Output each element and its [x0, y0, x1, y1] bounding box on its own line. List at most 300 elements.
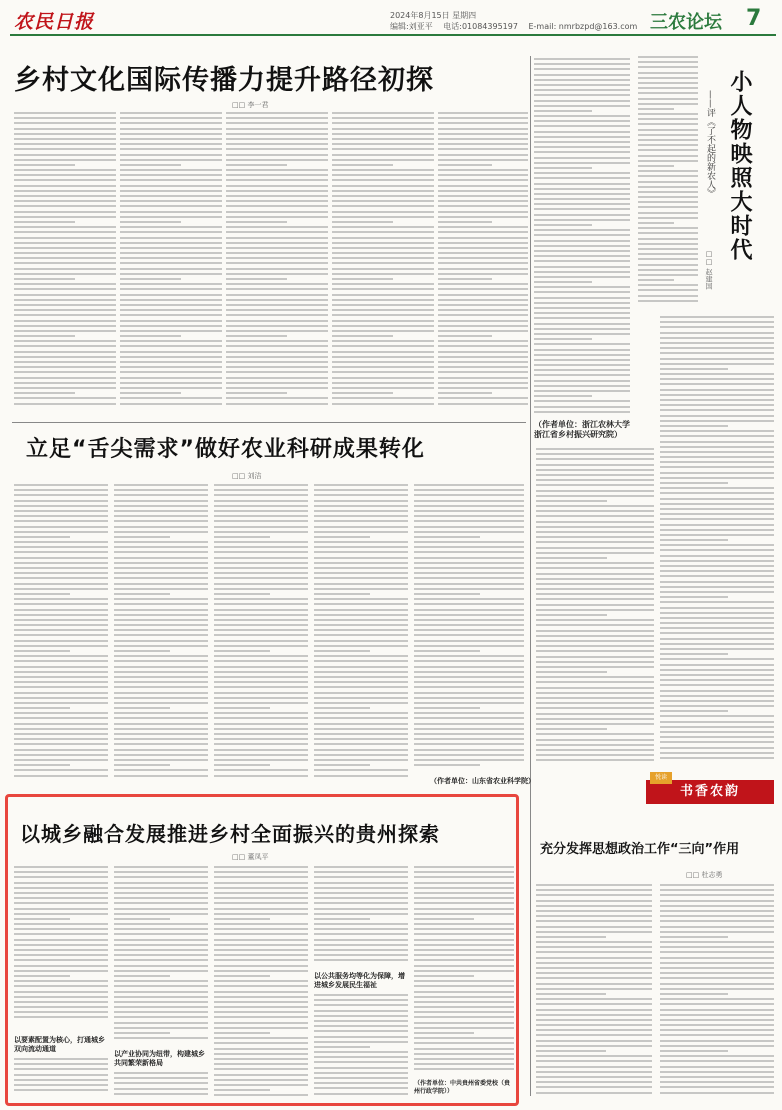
- text-line: [536, 718, 654, 720]
- text-line: [14, 164, 75, 166]
- text-line: [120, 242, 222, 244]
- text-line: [332, 330, 434, 332]
- text-line: [120, 190, 222, 192]
- article-1-credit: （作者单位：浙江农林大学浙江省乡村振兴研究院）: [534, 420, 630, 439]
- text-line: [226, 148, 328, 150]
- text-line: [534, 146, 630, 148]
- text-line: [14, 257, 116, 259]
- text-line: [536, 972, 652, 974]
- text-line: [534, 271, 630, 273]
- text-line: [536, 500, 607, 502]
- article-3-col-3: [214, 866, 308, 1100]
- text-line: [114, 697, 208, 699]
- text-line: [534, 338, 592, 340]
- text-line: [14, 216, 116, 218]
- text-line: [314, 775, 408, 777]
- text-line: [314, 939, 408, 941]
- text-line: [438, 382, 528, 384]
- text-line: [14, 226, 116, 228]
- text-line: [114, 1072, 208, 1074]
- text-line: [14, 314, 116, 316]
- text-line: [660, 337, 774, 339]
- text-line: [660, 757, 774, 759]
- text-line: [660, 936, 728, 938]
- text-line: [114, 749, 208, 751]
- text-line: [660, 394, 774, 396]
- text-line: [536, 889, 652, 891]
- text-line: [314, 1020, 408, 1022]
- text-line: [214, 1037, 308, 1039]
- text-line: [536, 744, 654, 746]
- text-line: [536, 583, 654, 585]
- text-line: [414, 707, 480, 709]
- text-line: [214, 728, 308, 730]
- right-middle-col: [536, 448, 654, 768]
- text-line: [536, 1066, 652, 1068]
- text-line: [536, 464, 654, 466]
- text-line: [660, 1014, 774, 1016]
- text-line: [14, 1084, 108, 1086]
- text-line: [414, 520, 524, 522]
- text-line: [660, 472, 774, 474]
- text-line: [114, 939, 208, 941]
- text-line: [114, 928, 208, 930]
- text-line: [536, 676, 654, 678]
- text-line: [414, 764, 480, 766]
- article-3-col-1b: [14, 1058, 108, 1098]
- text-line: [14, 128, 116, 130]
- text-line: [660, 993, 728, 995]
- text-line: [332, 268, 434, 270]
- article-2-col-5: [414, 484, 524, 774]
- text-line: [314, 944, 408, 946]
- text-line: [226, 164, 287, 166]
- text-line: [14, 717, 108, 719]
- text-line: [314, 588, 408, 590]
- text-line: [332, 128, 434, 130]
- text-line: [214, 686, 308, 688]
- text-line: [438, 128, 528, 130]
- text-line: [14, 283, 116, 285]
- text-line: [332, 382, 434, 384]
- text-line: [14, 743, 108, 745]
- text-line: [14, 361, 116, 363]
- text-line: [534, 183, 630, 185]
- text-line: [638, 186, 698, 188]
- text-line: [214, 1094, 308, 1096]
- text-line: [314, 650, 370, 652]
- text-line: [536, 650, 654, 652]
- text-line: [214, 520, 308, 522]
- text-line: [534, 297, 630, 299]
- text-line: [660, 638, 774, 640]
- text-line: [14, 288, 116, 290]
- text-line: [534, 390, 630, 392]
- text-line: [14, 237, 116, 239]
- text-line: [14, 397, 116, 399]
- text-line: [660, 926, 774, 928]
- text-line: [114, 676, 208, 678]
- text-line: [534, 343, 630, 345]
- text-line: [438, 257, 528, 259]
- text-line: [332, 252, 434, 254]
- text-line: [660, 498, 774, 500]
- text-line: [226, 221, 287, 223]
- text-line: [536, 593, 654, 595]
- text-line: [534, 84, 630, 86]
- text-line: [638, 160, 698, 162]
- text-line: [414, 541, 524, 543]
- article-1-title: 乡村文化国际传播力提升路径初探: [14, 65, 434, 96]
- text-line: [226, 382, 328, 384]
- text-line: [120, 309, 222, 311]
- text-line: [332, 226, 434, 228]
- text-line: [536, 728, 607, 730]
- text-line: [114, 933, 208, 935]
- text-line: [14, 655, 108, 657]
- text-line: [120, 200, 222, 202]
- text-line: [534, 286, 630, 288]
- text-line: [114, 666, 208, 668]
- text-line: [114, 1027, 208, 1029]
- text-line: [14, 520, 108, 522]
- text-line: [414, 489, 524, 491]
- text-line: [534, 234, 630, 236]
- text-line: [332, 143, 434, 145]
- text-line: [414, 738, 524, 740]
- text-line: [414, 975, 474, 977]
- text-line: [534, 89, 630, 91]
- text-line: [536, 458, 654, 460]
- text-line: [226, 288, 328, 290]
- text-line: [414, 712, 524, 714]
- text-line: [314, 1051, 408, 1053]
- article-3-byline: □□ 董凤平: [232, 853, 269, 861]
- text-line: [660, 451, 774, 453]
- text-line: [314, 1010, 408, 1012]
- text-line: [226, 226, 328, 228]
- text-line: [414, 1053, 514, 1055]
- text-line: [660, 710, 728, 712]
- text-line: [414, 593, 480, 595]
- text-line: [114, 759, 208, 761]
- text-line: [314, 546, 408, 548]
- text-line: [438, 288, 528, 290]
- feature-lead-col: [638, 56, 698, 306]
- text-line: [114, 985, 208, 987]
- text-line: [314, 712, 408, 714]
- text-line: [332, 117, 434, 119]
- text-line: [414, 546, 524, 548]
- text-line: [120, 117, 222, 119]
- text-line: [214, 1084, 308, 1086]
- text-line: [214, 882, 308, 884]
- text-line: [660, 555, 774, 557]
- text-line: [660, 690, 774, 692]
- text-line: [660, 967, 774, 969]
- article-2-col-2: [114, 484, 208, 784]
- text-line: [226, 216, 328, 218]
- text-line: [534, 141, 630, 143]
- text-line: [214, 1079, 308, 1081]
- text-line: [214, 928, 308, 930]
- text-line: [314, 1093, 408, 1095]
- text-line: [314, 1004, 408, 1006]
- text-line: [414, 959, 514, 961]
- text-line: [660, 466, 774, 468]
- text-line: [214, 505, 308, 507]
- text-line: [414, 866, 514, 868]
- text-line: [120, 325, 222, 327]
- text-line: [660, 977, 774, 979]
- text-line: [114, 531, 208, 533]
- text-line: [638, 289, 698, 291]
- text-line: [414, 759, 524, 761]
- text-line: [14, 551, 108, 553]
- text-line: [536, 687, 654, 689]
- text-line: [536, 951, 652, 953]
- text-line: [226, 242, 328, 244]
- text-line: [226, 299, 328, 301]
- text-line: [314, 671, 408, 673]
- text-line: [660, 347, 774, 349]
- text-line: [638, 232, 698, 234]
- text-line: [14, 356, 116, 358]
- text-line: [314, 645, 408, 647]
- text-line: [14, 510, 108, 512]
- text-line: [114, 728, 208, 730]
- text-line: [314, 1041, 408, 1043]
- text-line: [214, 712, 308, 714]
- text-line: [226, 179, 328, 181]
- text-line: [114, 743, 208, 745]
- text-line: [14, 871, 108, 873]
- text-line: [226, 325, 328, 327]
- text-line: [120, 366, 222, 368]
- text-line: [332, 159, 434, 161]
- text-line: [536, 598, 654, 600]
- text-line: [536, 749, 654, 751]
- text-line: [226, 345, 328, 347]
- text-line: [438, 361, 528, 363]
- text-line: [534, 333, 630, 335]
- text-line: [414, 645, 524, 647]
- text-line: [14, 908, 108, 910]
- text-line: [638, 66, 698, 68]
- text-line: [414, 892, 514, 894]
- text-line: [660, 1034, 774, 1036]
- text-line: [660, 1071, 774, 1073]
- text-line: [332, 361, 434, 363]
- text-line: [314, 655, 408, 657]
- text-line: [536, 567, 654, 569]
- text-line: [114, 536, 170, 538]
- text-line: [14, 195, 116, 197]
- text-line: [534, 125, 630, 127]
- text-line: [114, 634, 208, 636]
- text-line: [660, 884, 774, 886]
- text-line: [214, 939, 308, 941]
- text-line: [536, 915, 652, 917]
- text-line: [14, 928, 108, 930]
- text-line: [314, 717, 408, 719]
- text-line: [660, 715, 774, 717]
- text-line: [114, 541, 208, 543]
- text-line: [14, 944, 108, 946]
- text-line: [314, 743, 408, 745]
- text-line: [536, 739, 654, 741]
- text-line: [660, 326, 774, 328]
- text-line: [660, 894, 774, 896]
- text-line: [536, 900, 652, 902]
- text-line: [638, 149, 698, 151]
- text-line: [120, 252, 222, 254]
- text-line: [314, 902, 408, 904]
- text-line: [214, 510, 308, 512]
- text-line: [114, 1011, 208, 1013]
- text-line: [660, 607, 774, 609]
- text-line: [534, 79, 630, 81]
- text-line: [314, 913, 408, 915]
- text-line: [638, 118, 698, 120]
- text-line: [638, 108, 674, 110]
- text-line: [314, 577, 408, 579]
- text-line: [314, 681, 408, 683]
- text-line: [534, 94, 630, 96]
- text-line: [414, 557, 524, 559]
- text-line: [114, 871, 208, 873]
- text-line: [638, 258, 698, 260]
- text-line: [536, 1081, 652, 1083]
- text-line: [214, 996, 308, 998]
- text-line: [414, 702, 524, 704]
- text-line: [226, 112, 328, 114]
- text-line: [314, 614, 408, 616]
- text-line: [226, 361, 328, 363]
- text-line: [14, 733, 108, 735]
- text-line: [214, 876, 308, 878]
- text-line: [638, 129, 698, 131]
- text-line: [214, 902, 308, 904]
- text-line: [214, 614, 308, 616]
- text-line: [120, 164, 181, 166]
- text-line: [226, 174, 328, 176]
- text-line: [120, 377, 222, 379]
- text-line: [660, 1050, 728, 1052]
- text-line: [660, 456, 774, 458]
- text-line: [414, 494, 524, 496]
- text-line: [438, 159, 528, 161]
- text-line: [214, 991, 308, 993]
- text-line: [660, 560, 774, 562]
- text-line: [638, 155, 698, 157]
- text-line: [660, 684, 774, 686]
- text-line: [114, 1037, 208, 1039]
- text-line: [314, 871, 408, 873]
- text-line: [120, 283, 222, 285]
- text-line: [536, 1076, 652, 1078]
- text-line: [534, 219, 630, 221]
- text-line: [314, 882, 408, 884]
- text-line: [536, 531, 654, 533]
- text-line: [414, 598, 524, 600]
- text-line: [14, 190, 116, 192]
- text-line: [120, 185, 222, 187]
- text-line: [414, 526, 524, 528]
- text-line: [14, 377, 116, 379]
- text-line: [536, 920, 652, 922]
- text-line: [14, 892, 108, 894]
- text-line: [114, 754, 208, 756]
- text-line: [660, 1092, 774, 1094]
- text-line: [214, 598, 308, 600]
- text-line: [438, 403, 528, 405]
- text-line: [214, 562, 308, 564]
- text-line: [214, 697, 308, 699]
- text-line: [14, 340, 116, 342]
- text-line: [120, 397, 222, 399]
- text-line: [114, 598, 208, 600]
- text-line: [14, 557, 108, 559]
- text-line: [660, 1045, 774, 1047]
- text-line: [638, 222, 674, 224]
- text-line: [14, 609, 108, 611]
- text-line: [314, 629, 408, 631]
- text-line: [536, 630, 654, 632]
- text-line: [660, 643, 774, 645]
- text-line: [314, 666, 408, 668]
- article-2-col-4: [314, 484, 408, 784]
- text-line: [114, 996, 208, 998]
- text-line: [536, 754, 654, 756]
- text-line: [214, 484, 308, 486]
- text-line: [332, 154, 434, 156]
- column-divider: [530, 56, 531, 1096]
- text-line: [332, 273, 434, 275]
- text-line: [438, 133, 528, 135]
- text-line: [414, 928, 514, 930]
- text-line: [114, 614, 208, 616]
- text-line: [438, 278, 492, 280]
- text-line: [660, 321, 774, 323]
- text-line: [114, 882, 208, 884]
- text-line: [414, 1037, 514, 1039]
- text-line: [214, 692, 308, 694]
- text-line: [414, 624, 524, 626]
- text-line: [414, 567, 524, 569]
- text-line: [14, 666, 108, 668]
- text-line: [214, 707, 270, 709]
- article-3-col-2a: [114, 866, 208, 1046]
- text-line: [114, 923, 208, 925]
- text-line: [14, 629, 108, 631]
- text-line: [14, 536, 70, 538]
- text-line: [536, 962, 652, 964]
- text-line: [120, 340, 222, 342]
- text-line: [660, 477, 774, 479]
- text-line: [214, 546, 308, 548]
- text-line: [214, 624, 308, 626]
- text-line: [114, 640, 208, 642]
- article-3-credit: （作者单位：中共贵州省委党校（贵州行政学院））: [414, 1080, 511, 1095]
- text-line: [120, 211, 222, 213]
- text-line: [14, 138, 116, 140]
- text-line: [14, 392, 75, 394]
- editor-name: 编辑:刘亚平: [390, 22, 433, 31]
- text-line: [314, 866, 408, 868]
- text-line: [660, 1086, 774, 1088]
- text-line: [226, 247, 328, 249]
